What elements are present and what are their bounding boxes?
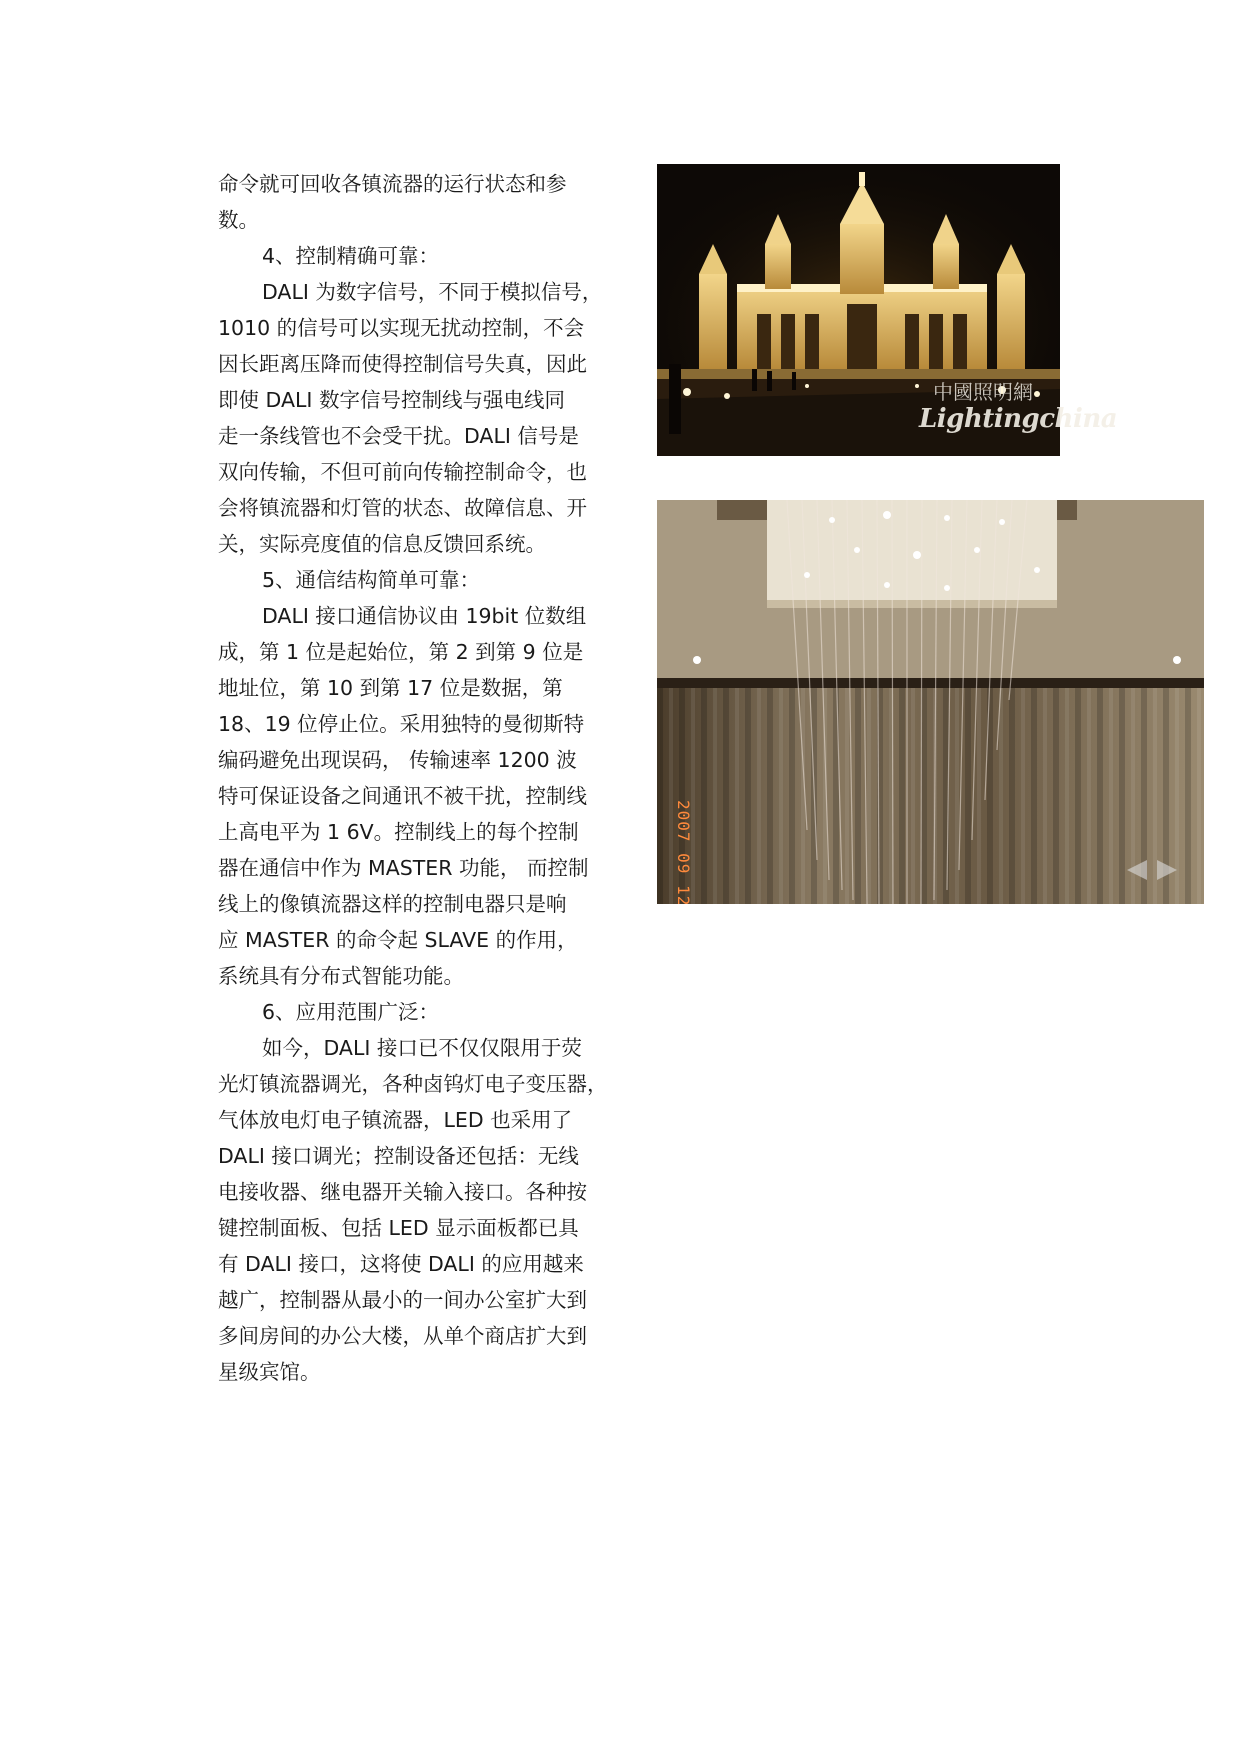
text-line: 命令就可回收各镇流器的运行状态和参 (218, 172, 567, 196)
text-line: 数。 (218, 208, 259, 232)
text-line: 走一条线管也不会受干扰。DALI 信号是 (218, 424, 579, 448)
text-line: 18、19 位停止位。采用独特的曼彻斯特 (218, 712, 585, 736)
text-line: 1010 的信号可以实现无扰动控制，不会 (218, 316, 585, 340)
text-line: 光灯镇流器调光，各种卤钨灯电子变压器， (218, 1072, 608, 1096)
text-line: 因长距离压降而使得控制信号失真，因此 (218, 352, 587, 376)
text-line: 应 MASTER 的命令起 SLAVE 的作用， (218, 928, 578, 952)
text-line: 星级宾馆。 (218, 1360, 321, 1384)
text-line: 6、应用范围广泛： (262, 1000, 440, 1024)
text-line: 编码避免出现误码， 传输速率 1200 波 (218, 748, 577, 772)
text-line: 键控制面板、包括 LED 显示面板都已具 (218, 1216, 579, 1240)
text-line: 会将镇流器和灯管的状态、故障信息、开 (218, 496, 587, 520)
text-line: 特可保证设备之间通讯不被干扰，控制线 (218, 784, 587, 808)
text-line: 越广，控制器从最小的一间办公室扩大到 (218, 1288, 587, 1312)
text-line: 有 DALI 接口，这将使 DALI 的应用越来 (218, 1252, 584, 1276)
text-line: 地址位，第 10 到第 17 位是数据，第 (218, 676, 563, 700)
text-line: 成，第 1 位是起始位，第 2 到第 9 位是 (218, 640, 584, 664)
text-line: 电接收器、继电器开关输入接口。各种按 (218, 1180, 587, 1204)
crystal-chandelier-photo (657, 500, 1204, 907)
text-line: DALI 接口通信协议由 19bit 位数组 (262, 604, 587, 628)
watermark-english: Lightingchina (919, 404, 1118, 434)
chandelier-illustration (657, 500, 1204, 907)
text-line: 线上的像镇流器这样的控制电器只是响 (218, 892, 567, 916)
text-line: 4、控制精确可靠： (262, 244, 440, 268)
palace-night-photo (657, 164, 1118, 456)
text-line: 关，实际亮度值的信息反馈回系统。 (218, 532, 546, 556)
text-line: 上高电平为 1 6V。控制线上的每个控制 (218, 820, 579, 844)
text-line: 如今，DALI 接口已不仅仅限用于荧 (262, 1036, 582, 1060)
date-stamp: 2007 09 12 (674, 800, 693, 907)
text-line: 气体放电灯电子镇流器，LED 也采用了 (218, 1108, 573, 1132)
body-text (218, 166, 614, 1390)
text-line: DALI 为数字信号，不同于模拟信号， (262, 280, 603, 304)
text-line: DALI 接口调光；控制设备还包括：无线 (218, 1144, 579, 1168)
text-line: 器在通信中作为 MASTER 功能， 而控制 (218, 856, 589, 880)
text-line: 即使 DALI 数字信号控制线与强电线同 (218, 388, 565, 412)
text-line: 双向传输，不但可前向传输控制命令，也 (218, 460, 587, 484)
watermark-chinese: 中國照明網 (933, 380, 1033, 404)
text-line: 多间房间的办公大楼，从单个商店扩大到 (218, 1324, 587, 1348)
text-line: 系统具有分布式智能功能。 (218, 964, 464, 988)
text-line: 5、通信结构简单可靠： (262, 568, 481, 592)
